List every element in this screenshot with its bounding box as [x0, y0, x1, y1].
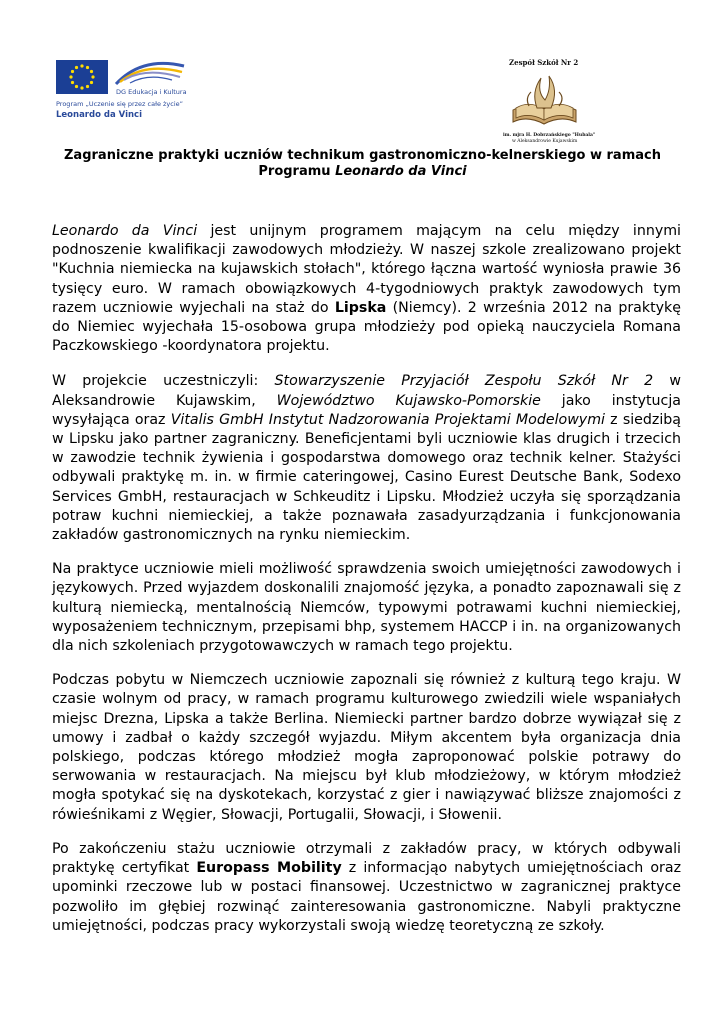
p2-text-1: W projekcie uczestniczyli:: [52, 373, 275, 390]
document-body: [52, 222, 681, 951]
open-book-emblem-icon: [507, 68, 582, 130]
p5-bold: Europass Mobility: [196, 860, 342, 877]
paragraph-stay: Podczas pobytu w Niemczech uczniowie zapoznali się również z kulturą tego kraju. W czasie wolnym od pracy, w ramach programu kulturowego zwiedzili wiele wspaniałych miejsc Drezna, Lipska a także Berlina. Niemiecki partner bardzo dobrze wywiązał się z umowy i zadbał o każdy szczegół wyjazdu. Miłym akcentem była organizacja dnia polskiego, podczas którego młodzież mogła zaproponować polskie potrawy do serwowania w restauracjach. Na miejscu był klub młodzieżowy, w którym młodzież mogła spotykać się na dyskotekach, korzystać z gier i nawiązywać bliższe znajomości z rówieśnikami z Węgier, Słowacji, Portugalii, Słowacji, i Słowenii.: [52, 672, 681, 823]
p2-italic-3: Vitalis GmbH Instytut Nadzorowania Projektami Modelowymi: [170, 411, 605, 428]
school-patron: im. mjra H. Dobrzańskiego "Hubala": [503, 133, 596, 138]
p5-text-2: z informacjąo nabytych umiejętnościach oraz upominki rzeczowe lub w postaci finansowej. Uczestnictwo w zagranicznej praktyce pozwoliło im głębiej rozwinąć zainteresowania gastronomiczne. Nabyli praktyczne umiejętności, podczas pracy wykorzystali swoją wiedzę teoretyczną ze szkoły.: [52, 860, 682, 934]
title-line-1: Zagraniczne praktyki uczniów technikum gastronomiczno-kelnerskiego w ramach: [64, 148, 661, 163]
p2-text-4: z siedzibą w Lipsku jako partner zagraniczny. Beneficjentami byli uczniowie klas drugich i trzecich w zawodzie technik żywienia i gospodarstwa domowego oraz technik kelner. Stażyści odbywali praktykę m. in. w firmie cateringowej, Casino Eurest Deutsche Bank, Sodexo Services GmbH, restauracjach w Schkeuditz i Lipsku. Młodzież uczyła się sporządzania potraw kuchni niemieckiej, a także poznawała zasadyurządzania i funkcjonowania zakładów gastronomicznych na rynku niemieckim.: [52, 411, 681, 544]
document-title: [52, 148, 673, 180]
paragraph-summary: [52, 840, 681, 936]
title-line-2: [52, 164, 673, 180]
p1-text-2: (Niemcy). 2 września 2012 na praktykę do Niemiec wyjechała 15-osobowa grupa młodzieży pod opieką nauczyciela Romana Paczkowskiego -koordynatora projektu.: [52, 299, 681, 355]
p2-text-3: jako instytucja wysyłająca oraz: [52, 392, 681, 428]
p1-bold: Lipska: [334, 299, 387, 316]
school-name: Zespół Szkół Nr 2: [509, 58, 579, 67]
paragraph-participants: [52, 372, 681, 545]
paragraph-intro: [52, 222, 681, 356]
paragraph-preparation: Na praktyce uczniowie mieli możliwość sprawdzenia swoich umiejętności zawodowych i językowych. Przed wyjazdem doskonalili znajomość języka, a ponadto zapoznawali się z kulturą niemiecką, mentalnością Niemców, typowymi potrawami kuchni niemieckiej, wyposażeniem technicznym, przepisami bhp, systemem HACCP i in. na organizowanych dla nich szkoleniach przygotowawczych w ramach tego projektu.: [52, 561, 681, 655]
title-prefix: Programu: [258, 164, 336, 179]
p1-text-1: jest unijnym programem mającym na celu między innymi podnoszenie kwalifikacji zawodowych młodzieży. W naszej szkole zrealizowano projekt "Kuchnia niemiecka na kujawskich stołach", którego łączna wartość wyniosła prawie 36 tysięcy euro. W ramach obowiązkowych 4-tygodniowych praktyk zawodowych tym razem uczniowie wyjechali na staż do: [52, 223, 681, 316]
program-logo: [56, 58, 191, 123]
p2-italic-2: Województwo Kujawsko-Pomorskie: [276, 392, 541, 409]
p2-italic-1: Stowarzyszenie Przyjaciół Zespołu Szkół Nr 2: [274, 373, 654, 390]
program-name-label: Leonardo da Vinci: [56, 110, 143, 120]
p1-italic: Leonardo da Vinci: [52, 223, 198, 239]
dg-label: DG Edukacja i Kultura: [116, 88, 187, 96]
program-label: Program „Uczenie się przez całe życie”: [56, 100, 184, 108]
p2-text-2: w Aleksandrowie Kujawskim,: [52, 373, 681, 409]
eu-flag-icon: [56, 60, 108, 94]
school-city: w Aleksandrowie Kujawskim: [512, 139, 578, 144]
school-logo: [495, 58, 610, 153]
title-program-name: Leonardo da Vinci: [335, 164, 467, 179]
p5-text-1: Po zakończeniu stażu uczniowie otrzymali z zakładów pracy, w których odbywali praktykę certyfikat: [52, 840, 681, 877]
